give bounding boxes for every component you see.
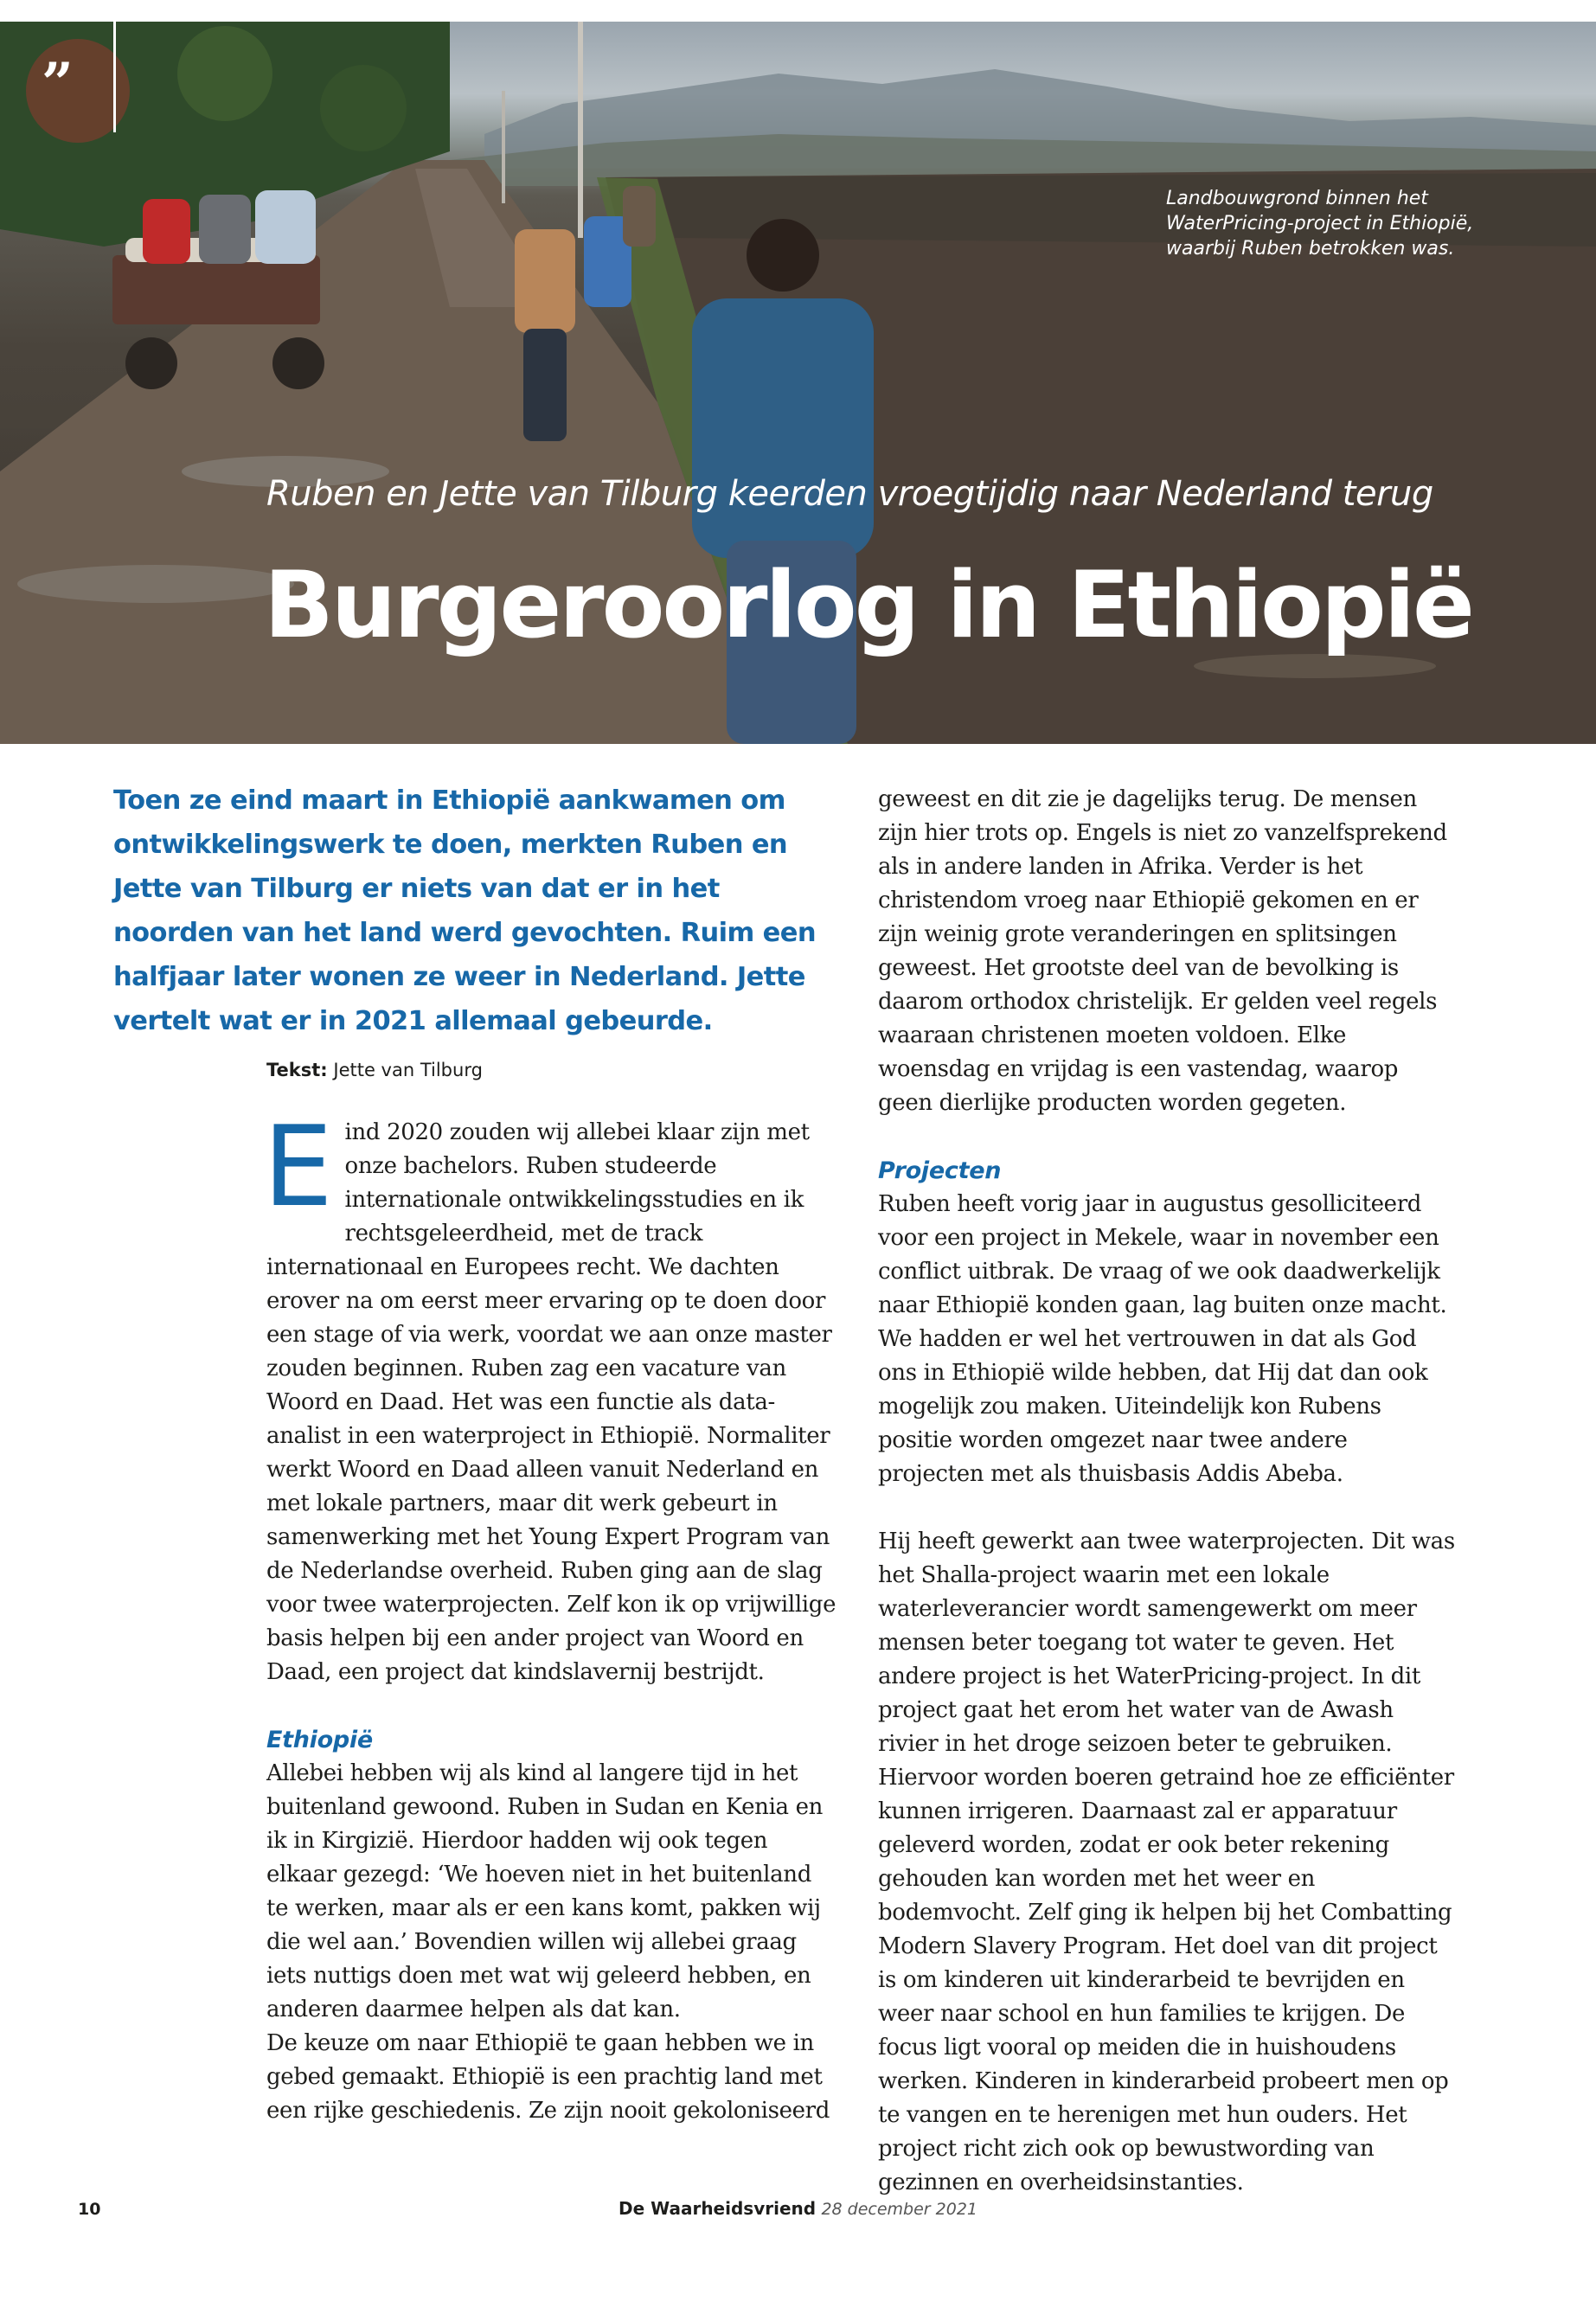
subheading-projecten: Projecten xyxy=(878,1157,1002,1184)
article-headline: Burgeroorlog in Ethiopië xyxy=(264,552,1472,658)
paragraph-4: Ruben heeft vorig jaar in augustus gesolliciteerd voor een project in Mekele, waar in november een conflict uitbrak. De vraag of we ook daadwerkelijk naar Ethiopië konden gaan, lag buiten onze macht. We hadden er wel het vertrouwen in dat als God ons in Ethiopië wilde hebben, dat Hij dat dan ook mogelijk zou maken. Uiteindelijk kon Rubens positie worden omgezet naar twee andere projecten met als thuisbasis Addis Abeba. xyxy=(878,1191,1447,1487)
body-column-left xyxy=(263,1103,837,2128)
quote-bar xyxy=(113,22,116,132)
paragraph-2: Allebei hebben wij als kind al langere tijd in het buitenland gewoond. Ruben in Sudan en Kenia en ik in Kirgizië. Hierdoor hadden wij ook tegen elkaar gezegd: ‘We hoeven niet in het buitenland te werken, maar als er een kans komt, pakken wij die wel aan.’ Bovendien willen wij allebei graag iets nuttigs doen met wat wij geleerd hebben, en anderen daarmee helpen als dat kan. xyxy=(266,1760,824,2022)
publication-date: 28 december 2021 xyxy=(821,2200,978,2219)
hero-photo xyxy=(0,22,1596,744)
photo-caption: Landbouwgrond binnen het WaterPricing-project in Ethiopië, waarbij Ruben betrokken was. xyxy=(1166,188,1474,260)
byline-author: Jette van Tilburg xyxy=(333,1060,483,1080)
article-intro: Toen ze eind maart in Ethiopië aankwamen om ontwikkelingswerk te doen, merkten Ruben en Jette van Tilburg er niets van dat er in het noorden van het land werd gevochten. Ruim een halfjaar later wonen ze weer in Nederland. Jette vertelt wat er in 2021 allemaal gebeurde. xyxy=(113,785,816,1036)
byline xyxy=(266,1057,785,1083)
byline-label: Tekst: xyxy=(266,1060,328,1080)
subheading-ethiopie: Ethiopië xyxy=(266,1727,373,1753)
paragraph-1-text: ind 2020 zouden wij allebei klaar zijn met onze bachelors. Ruben studeerde internationale ontwikkelingsstudies en ik rechtsgeleerdheid, met de track internationaal en Europees recht. We dachten erover na om eerst meer ervaring op te doen door een stage of via werk, voordat we aan onze master zouden beginnen. Ruben zag een vacature van Woord en Daad. Het was een functie als data-analist in een waterproject in Ethiopië. Normaliter werkt Woord en Daad alleen vanuit Nederland en met lokale partners, maar dit werk gebeurt in samenwerking met het Young Expert Program van de Nederlandse overheid. Ruben ging aan de slag voor twee waterprojecten. Zelf kon ik op vrijwillige basis helpen bij een ander project van Woord en Daad, een project dat kindslavernij bestrijdt. xyxy=(266,1119,836,1685)
body-column-right xyxy=(878,783,1458,2200)
paragraph-5: Hij heeft gewerkt aan twee waterprojecten. Dit was het Shalla-project waarin met een lokale waterleverancier wordt samengewerkt om meer mensen beter toegang tot water te geven. Het andere project is het WaterPricing-project. In dit project gaat het erom het water van de Awash rivier in het droge seizoen beter te gebruiken. Hiervoor worden boeren getraind hoe ze efficiënter kunnen irrigeren. Daarnaast zal er apparatuur geleverd worden, zodat er ook beter rekening gehouden kan worden met het weer en bodemvocht. Zelf ging ik helpen bij het Combatting Modern Slavery Program. Het doel van dit project is om kinderen uit kinderarbeid te bevrijden en weer naar school en hun families te krijgen. De focus ligt vooral op meiden die in huishoudens werken. Kinderen in kinderarbeid probeert men op te vangen en te herenigen met hun ouders. Het project richt zich ook op bewustwording van gezinnen en overheidsinstanties. xyxy=(878,1529,1455,2195)
publication-name: De Waarheidsvriend xyxy=(618,2198,817,2219)
quote-mark-icon: ” xyxy=(42,51,74,116)
paragraph-3a: De keuze om naar Ethiopië te gaan hebben we in gebed gemaakt. Ethiopië is een prachtig land met een rijke geschiedenis. Ze zijn nooit gekoloniseerd xyxy=(266,2030,830,2124)
drop-cap: E xyxy=(263,1103,333,1232)
paragraph-1 xyxy=(263,1103,837,1689)
article-kicker: Ruben en Jette van Tilburg keerden vroegtijdig naar Nederland terug xyxy=(266,474,1433,514)
paragraph-3b: geweest en dit zie je dagelijks terug. De mensen zijn hier trots op. Engels is niet zo vanzelfsprekend als in andere landen in Afrika. Verder is het christendom vroeg naar Ethiopië gekomen en er zijn weinig grote veranderingen en splitsingen geweest. Het grootste deel van de bevolking is daarom orthodox christelijk. Er gelden veel regels waaraan christenen moeten voldoen. Elke woensdag en vrijdag is een vastendag, waarop geen dierlijke producten worden gegeten. xyxy=(878,786,1447,1116)
page-footer xyxy=(0,2198,1596,2219)
page-number: 10 xyxy=(78,2200,101,2219)
